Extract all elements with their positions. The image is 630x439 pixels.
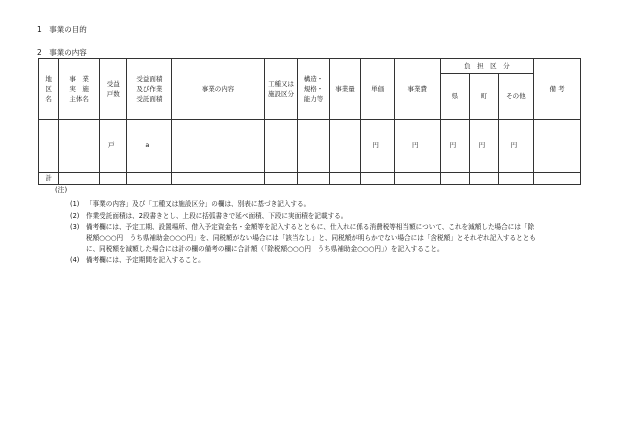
header-koshu: 工種又は 施設区分 <box>264 59 298 120</box>
note-item <box>70 211 585 222</box>
header-sonota: その他 <box>498 74 534 120</box>
cell-chiku <box>39 120 59 173</box>
note-number: (4) <box>70 256 80 265</box>
note-text: 税額○○○円 うち県補助金○○○円」を、同税額がない場合には「該当なし」と、同税額が明らかでない場合には「含税額」とそれぞれ記入するととも <box>86 234 536 243</box>
header-ryo: 事業量 <box>329 59 361 120</box>
note-number: (3) <box>70 223 80 232</box>
header-shutai: 事 業 実 施 主体名 <box>59 59 100 120</box>
total-label: 計 <box>39 173 59 185</box>
cell-menseki-unit: a <box>127 120 172 173</box>
header-menseki: 受益面積 及び作業 受託面積 <box>127 59 172 120</box>
cell-sonota-unit: 円 <box>498 120 534 173</box>
cell-koshu <box>264 120 298 173</box>
cell-tanka-unit: 円 <box>361 120 395 173</box>
note-text: 作業受託面積は、2段書きとし、上段に括弧書きで延べ面積、下段に実面積を記載する。 <box>86 211 348 220</box>
note-text: に、同税額を減額した場合には計の欄の備考の欄に合計額（「除税額○○○円 うち県補助金○○○円」）を記入すること。 <box>86 244 444 253</box>
cell-shutai <box>59 120 100 173</box>
note-number: (1) <box>70 200 80 208</box>
note-item <box>70 255 585 266</box>
header-kozo: 構造・ 規格・ 能力等 <box>298 59 330 120</box>
note-text: 「事業の内容」及び「工種又は施設区分」の欄は、別表に基づき記入する。 <box>86 200 311 208</box>
note-number: (2) <box>70 211 80 220</box>
header-biko: 備 考 <box>534 59 581 120</box>
cell-jueki-unit: 戸 <box>100 120 127 173</box>
cell-ken-unit: 円 <box>440 120 469 173</box>
cell-biko <box>534 120 581 173</box>
header-tanka: 単価 <box>361 59 395 120</box>
note-text: 備考欄には、予定期間を記入すること。 <box>86 256 205 265</box>
section-2-title: 2 事業の内容 <box>37 48 87 57</box>
header-futan: 負 担 区 分 <box>440 59 534 74</box>
section-1-title: 1 事業の目的 <box>37 25 87 34</box>
project-content-table <box>38 58 581 185</box>
cell-naiyo <box>172 120 265 173</box>
header-chiku: 地 区 名 <box>39 59 59 120</box>
note-text: 備考欄には、予定工期、設置場所、借入予定資金名・金額等を記入するとともに、仕入れに係る消費税等相当額について、これを減額した場合には「除 <box>86 223 535 232</box>
cell-ryo <box>329 120 361 173</box>
cell-hi-unit: 円 <box>394 120 440 173</box>
header-jueki: 受益 戸数 <box>100 59 127 120</box>
table-row <box>39 120 581 173</box>
header-hi: 事業費 <box>394 59 440 120</box>
notes-list <box>70 199 585 267</box>
header-machi: 町 <box>470 74 498 120</box>
note-item <box>70 222 585 254</box>
header-ken: 県 <box>440 74 469 120</box>
notes-heading: (注) <box>55 186 68 194</box>
header-naiyo: 事業の内容 <box>172 59 265 120</box>
cell-kozo <box>298 120 330 173</box>
note-item <box>70 199 585 210</box>
header-row-1 <box>39 59 581 74</box>
total-row <box>39 173 581 185</box>
cell-machi-unit: 円 <box>470 120 498 173</box>
